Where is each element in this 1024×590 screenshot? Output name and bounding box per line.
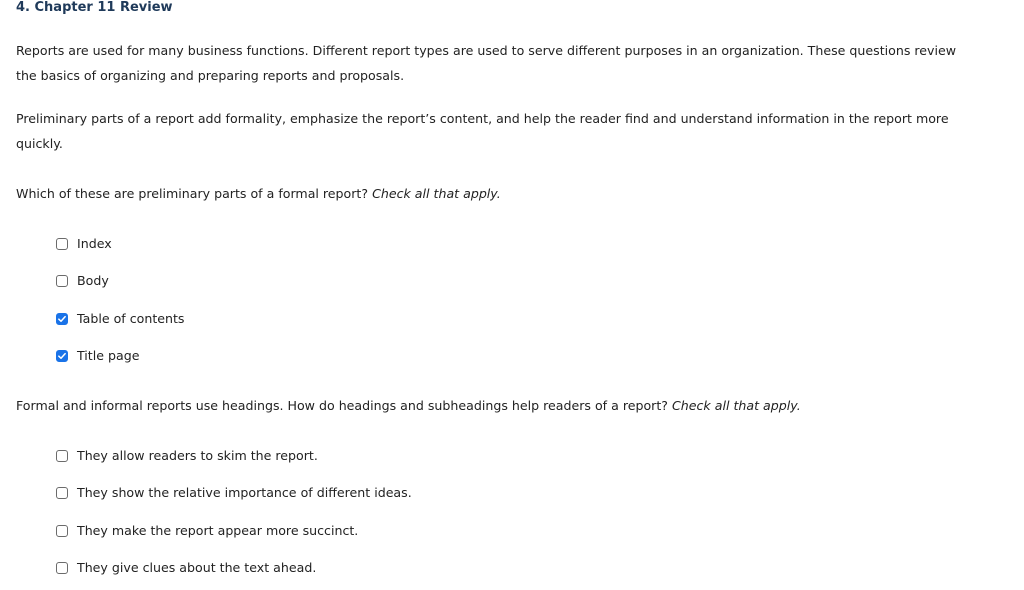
question-1-option-title-page[interactable] [56,338,185,376]
question-2-prompt [16,393,976,418]
intro-paragraph-2: Preliminary parts of a report add formality, emphasize the report’s content, and help the reader find and understand information in the report more quickly. [16,111,949,151]
question-2-text: Formal and informal reports use headings. How do headings and subheadings help readers of a report? [16,398,672,413]
intro-paragraph-1: Reports are used for many business functions. Different report types are used to serve different purposes in an organization. These questions review the basics of organizing and preparing reports and proposals. [16,43,957,83]
checkmark-icon [57,351,67,361]
question-2-option-skim[interactable] [56,437,412,475]
option-label: They allow readers to skim the report. [77,447,318,463]
option-label: Table of contents [77,310,185,326]
checkbox[interactable] [56,487,68,499]
option-label: Title page [77,348,140,364]
checkbox[interactable] [56,562,68,574]
option-label: They make the report appear more succinct. [77,522,359,538]
option-label: Body [77,273,109,289]
question-1-hint: Check all that apply. [372,186,501,201]
question-1-prompt [16,181,976,206]
checkmark-icon [57,314,67,324]
checkbox[interactable] [56,450,68,462]
question-2-option-succinct[interactable] [56,512,412,550]
checkbox[interactable] [56,275,68,287]
question-1-option-body[interactable] [56,263,185,301]
checkbox[interactable] [56,238,68,250]
question-2-option-importance[interactable] [56,475,412,513]
page-title: 4. Chapter 11 Review [16,0,173,15]
question-2-hint: Check all that apply. [671,398,801,413]
question-2-option-clues[interactable] [56,550,412,588]
checkbox[interactable] [56,525,68,537]
question-1-text: Which of these are preliminary parts of a formal report? [16,186,373,201]
option-label: They show the relative importance of different ideas. [77,485,412,501]
option-label: Index [77,235,112,251]
checkbox-checked[interactable] [56,350,68,362]
question-1-option-table-of-contents[interactable] [56,300,185,338]
checkbox-checked[interactable] [56,313,68,325]
question-2-options [56,437,412,587]
question-1-option-index[interactable] [56,225,185,263]
option-label: They give clues about the text ahead. [77,560,317,576]
question-1-options [56,225,185,375]
